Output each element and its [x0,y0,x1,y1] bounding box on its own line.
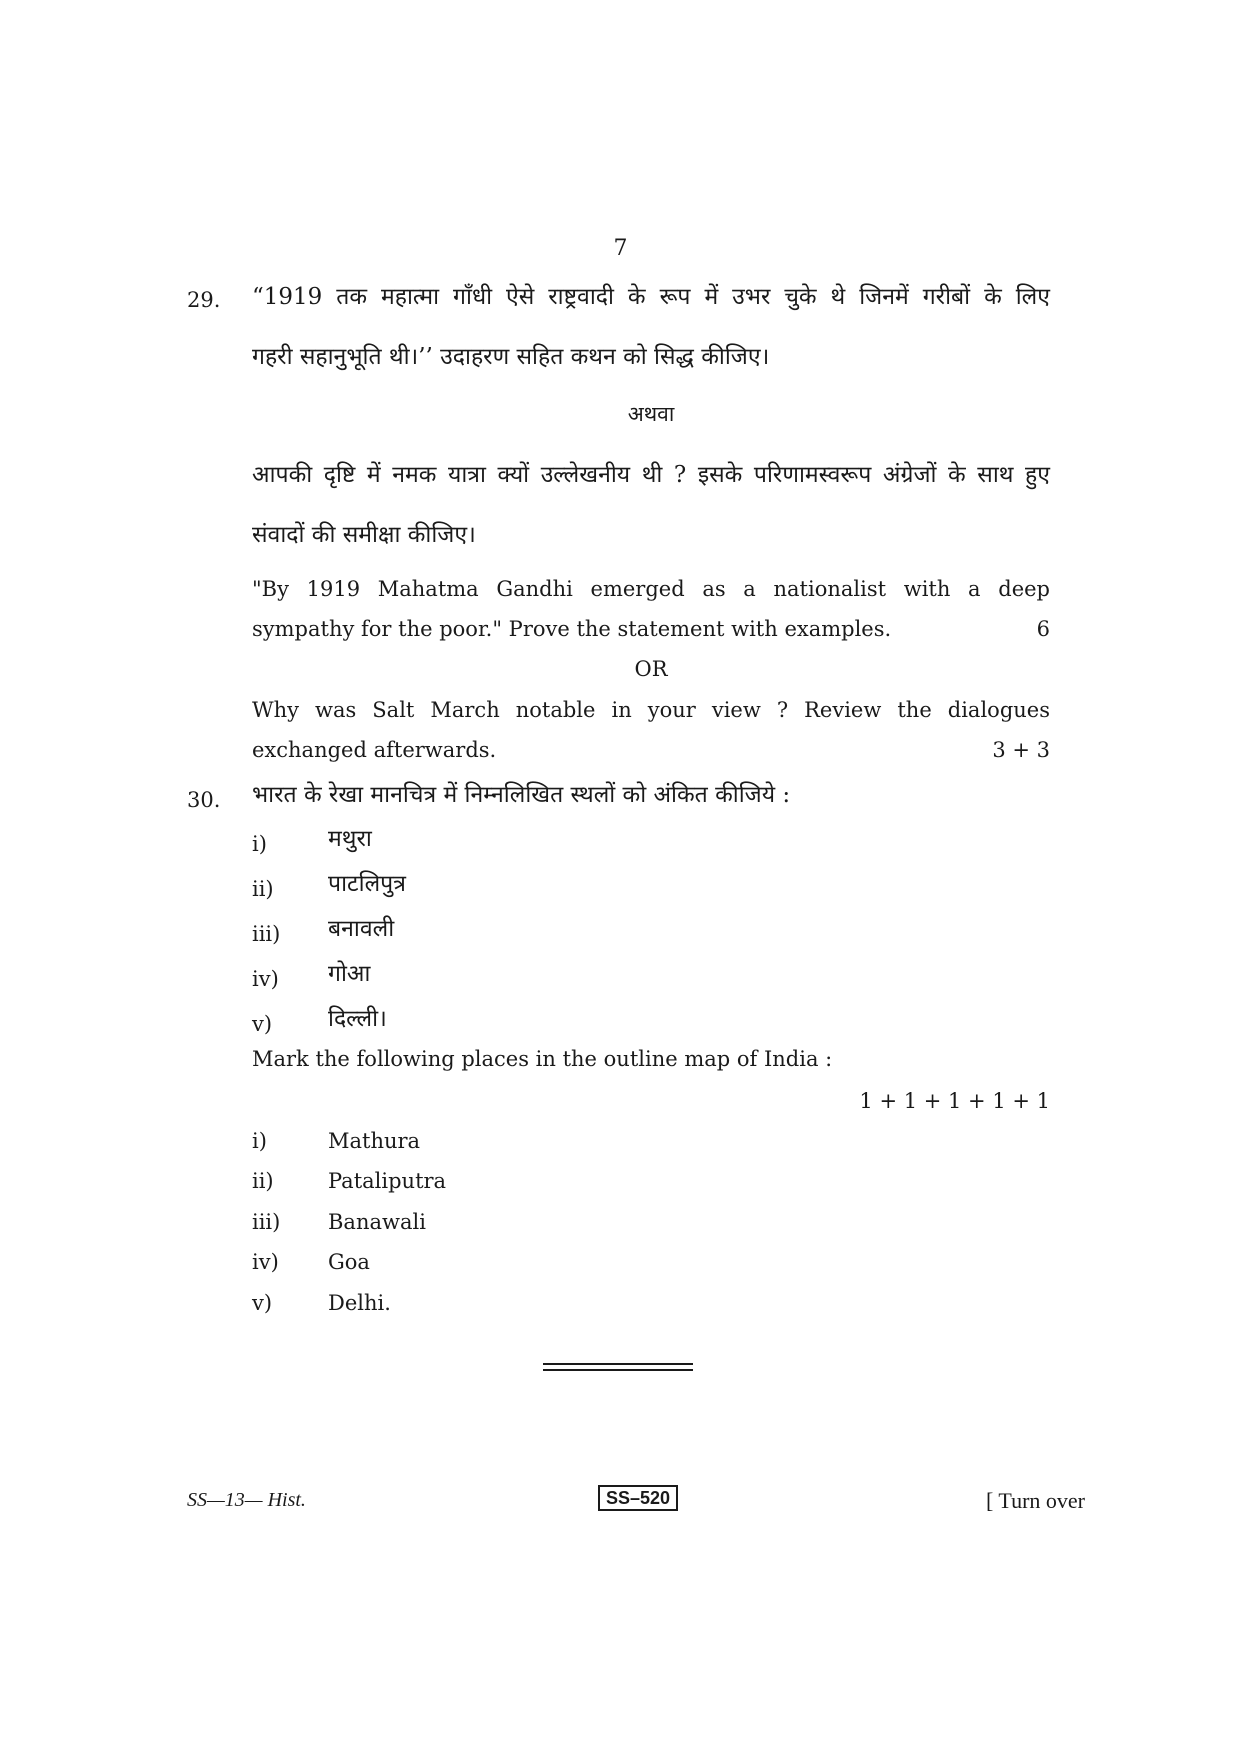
footer-subject-code: SS—13— Hist. [187,1489,306,1511]
q29-hindi-line2: गहरी सहानुभूति थी।’’ उदाहरण सहित कथन को सिद्ध कीजिए। [252,344,770,370]
q30-hindi-item-2-roman: ii) [252,877,274,901]
q30-hindi-item-5-roman: v) [252,1012,273,1036]
end-rule-bottom [543,1369,693,1371]
q29-english-alt-line1: Why was Salt March notable in your view ? Review the dialogues [252,698,1050,722]
q30-english-item-4: Goa [328,1250,370,1274]
q30-english-prompt: Mark the following places in the outline map of India : [252,1047,833,1071]
q30-english-item-5-roman: v) [252,1291,273,1315]
q29-marks: 6 [1036,617,1050,641]
q30-english-item-5: Delhi. [328,1291,391,1315]
q30-hindi-item-3: बनावली [328,916,395,942]
q30-marks: 1 + 1 + 1 + 1 + 1 [859,1089,1050,1113]
q30-english-item-4-roman: iv) [252,1250,279,1274]
q30-hindi-item-4: गोआ [328,961,371,987]
q30-english-item-3-roman: iii) [252,1210,281,1234]
q29-number: 29. [187,288,221,312]
q29-hindi-alt-line1: आपकी दृष्टि में नमक यात्रा क्यों उल्लेखनीय थी ? इसके परिणामस्वरूप अंग्रेजों के साथ हुए [252,462,1050,488]
q30-hindi-prompt: भारत के रेखा मानचित्र में निम्नलिखित स्थलों को अंकित कीजिये : [252,782,791,808]
q29-hindi-or: अथवा [627,402,675,426]
page-number: 7 [613,236,628,261]
q30-english-item-2-roman: ii) [252,1169,274,1193]
q29-alt-marks: 3 + 3 [992,738,1050,762]
footer-paper-code: SS–520 [598,1485,678,1511]
q29-hindi-line1: “1919 तक महात्मा गाँधी ऐसे राष्ट्रवादी के रूप में उभर चुके थे जिनमें गरीबों के लिए [252,284,1050,310]
q30-hindi-item-1-roman: i) [252,832,267,856]
end-rule-top [543,1363,693,1365]
q30-hindi-item-5: दिल्ली। [328,1006,387,1032]
q29-hindi-alt-line2: संवादों की समीक्षा कीजिए। [252,522,476,548]
q29-english-or: OR [634,657,668,681]
q29-english-line1: "By 1919 Mahatma Gandhi emerged as a nationalist with a deep [252,577,1050,601]
q30-hindi-item-2: पाटलिपुत्र [328,871,406,897]
q30-number: 30. [187,788,221,812]
q30-english-item-1-roman: i) [252,1129,267,1153]
q29-english-alt-line2: exchanged afterwards. [252,738,497,762]
q30-english-item-3: Banawali [328,1210,426,1234]
q29-english-line2: sympathy for the poor." Prove the statement with examples. [252,617,892,641]
q30-hindi-item-1: मथुरा [328,826,372,852]
q30-hindi-item-3-roman: iii) [252,922,281,946]
q30-hindi-item-4-roman: iv) [252,967,279,991]
footer-turn-over: [ Turn over [985,1488,1085,1513]
footer-paper-code-box [598,1488,678,1509]
q30-english-item-1: Mathura [328,1129,421,1153]
q30-english-item-2: Pataliputra [328,1169,447,1193]
